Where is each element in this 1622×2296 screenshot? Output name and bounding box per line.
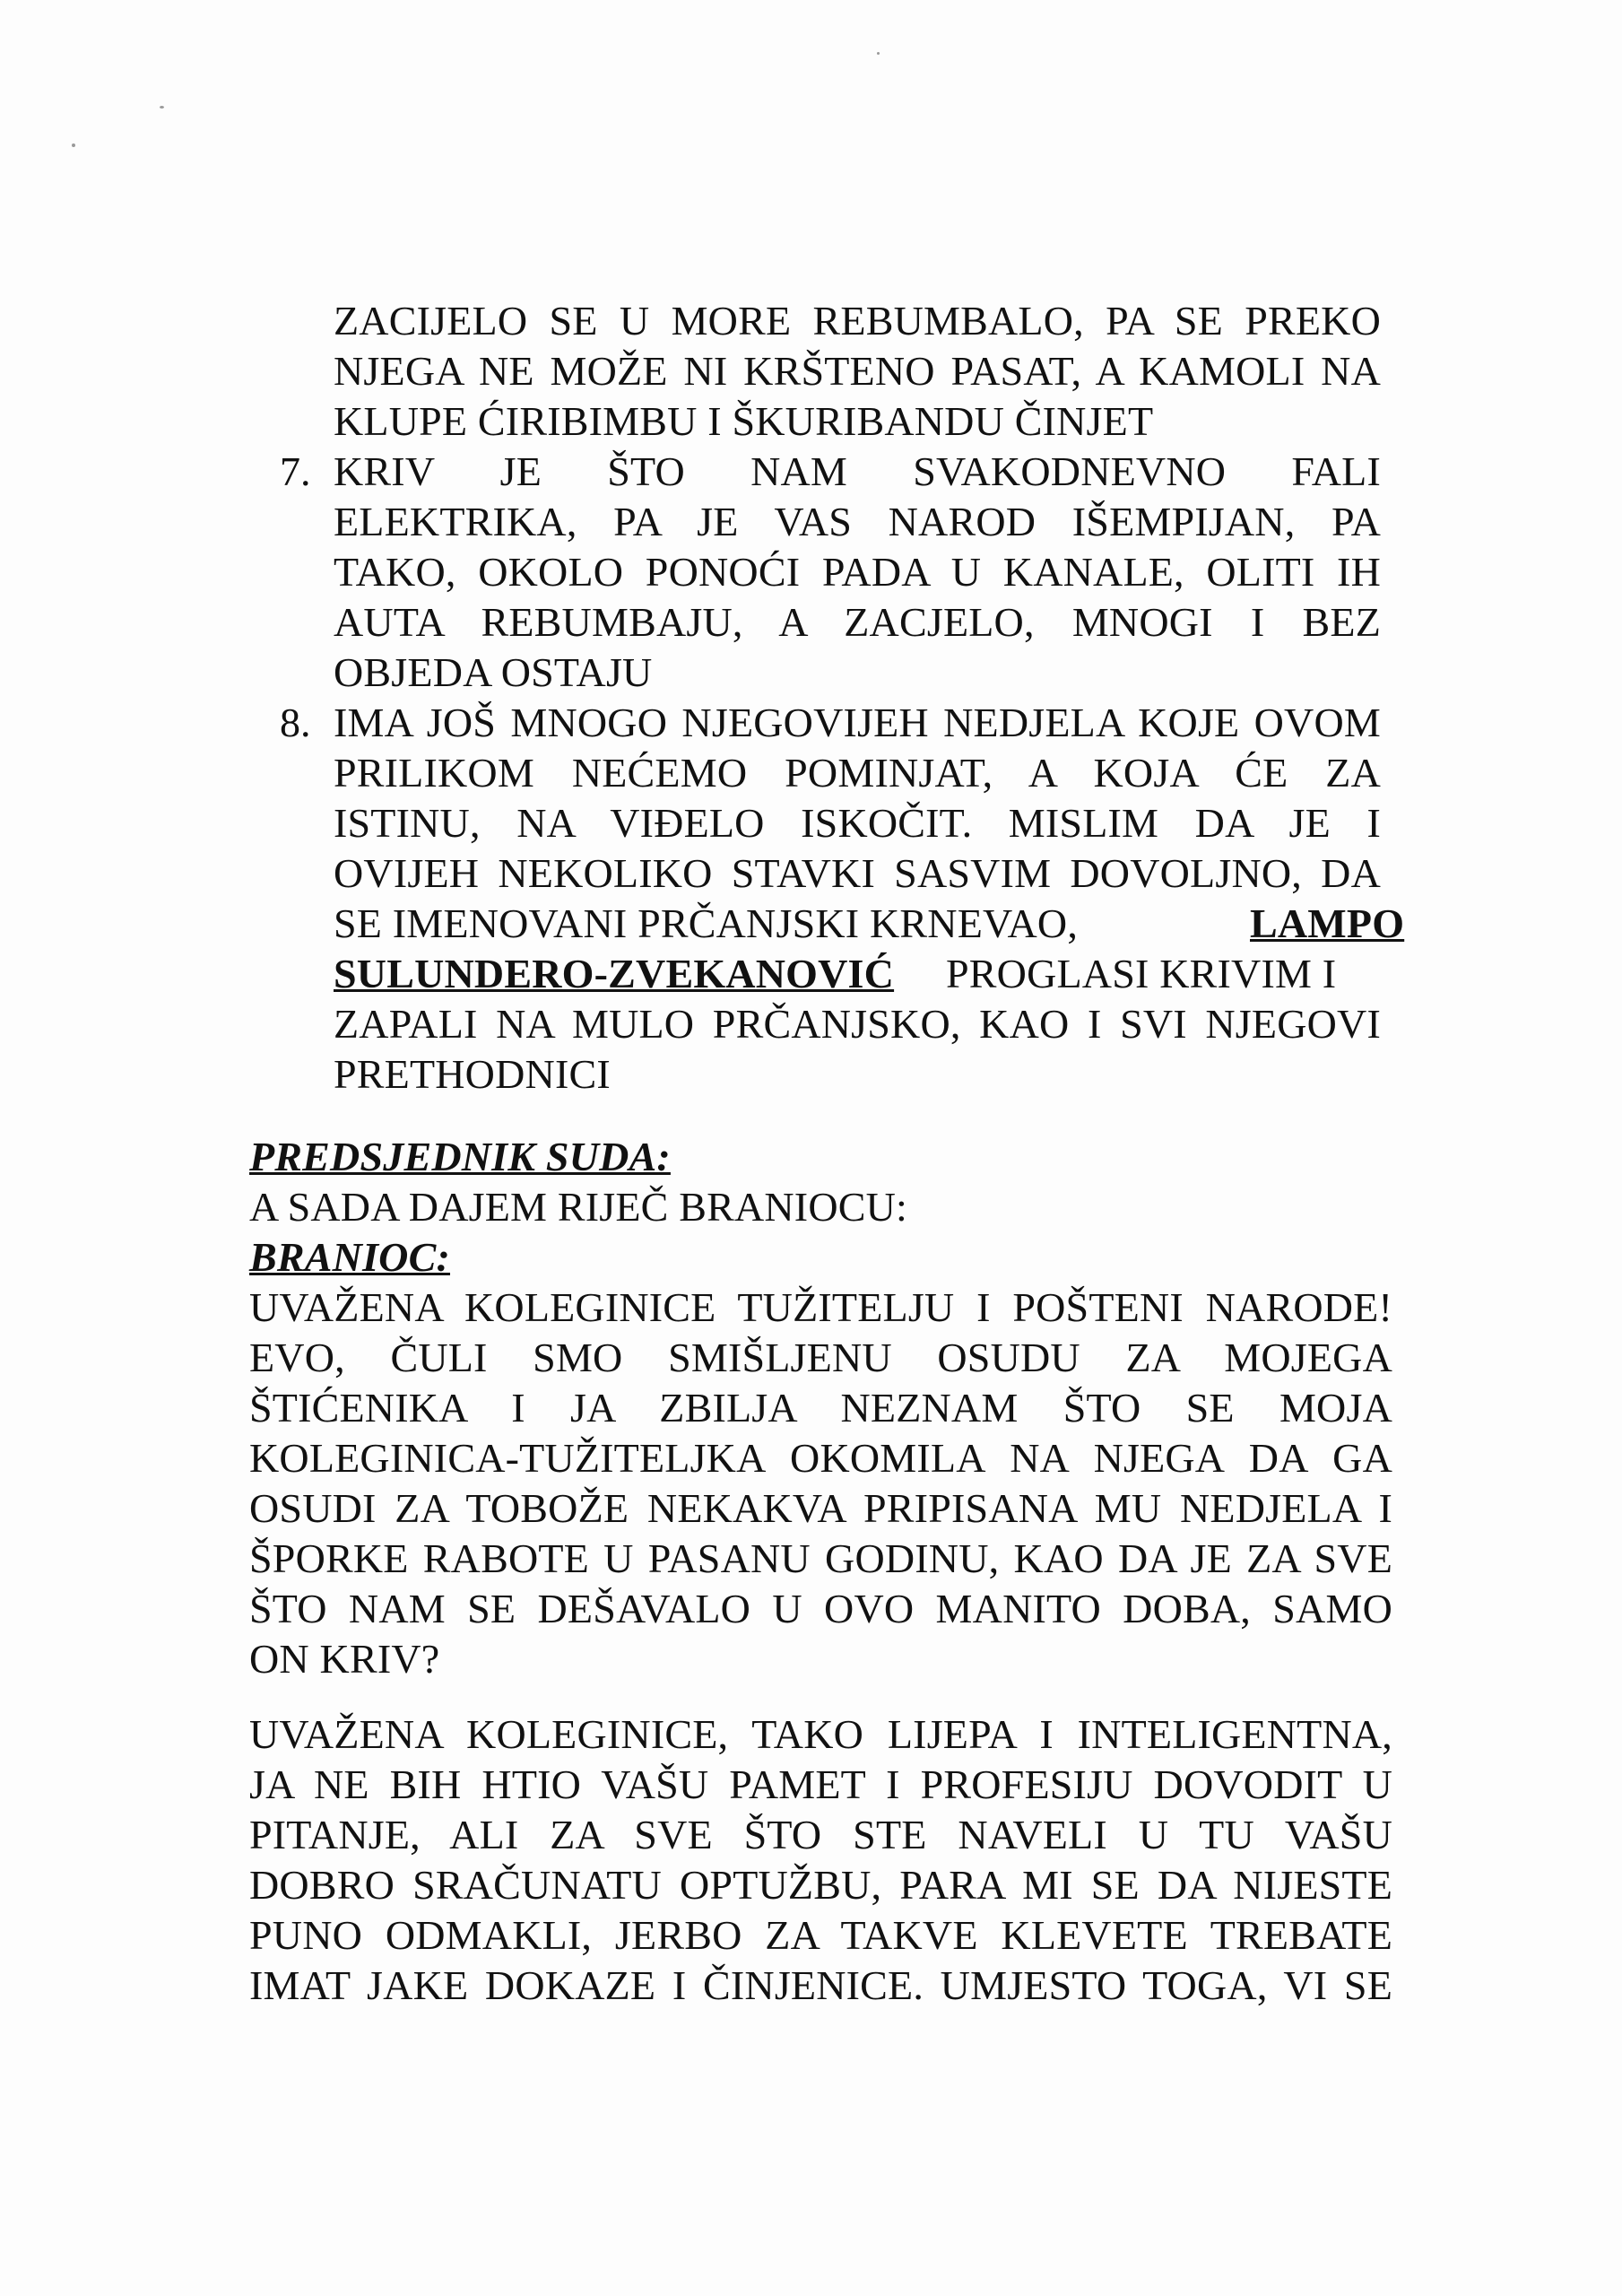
text-line: NJEGA NE MOŽE NI KRŠTENO PASAT, A KAMOLI NA: [334, 348, 1381, 394]
text-line: ŠTIĆENIKA I JA ZBILJA NEZNAM ŠTO SE MOJA: [249, 1385, 1392, 1431]
scan-speck: [72, 144, 75, 147]
text-line: UVAŽENA KOLEGINICE, TAKO LIJEPA I INTELIGENTNA,: [249, 1711, 1392, 1757]
text-line: SE IMENOVANI PRČANJSKI KRNEVAO,: [334, 900, 1079, 946]
text-line: AUTA REBUMBAJU, A ZACJELO, MNOGI I BEZ: [334, 599, 1381, 645]
text-line: PRILIKOM NEĆEMO POMINJAT, A KOJA ĆE ZA: [334, 750, 1381, 796]
text-line: ISTINU, NA VIĐELO ISKOČIT. MISLIM DA JE I: [334, 800, 1381, 846]
text-line: ELEKTRIKA, PA JE VAS NAROD IŠEMPIJAN, PA: [334, 499, 1381, 544]
text-line: PITANJE, ALI ZA SVE ŠTO STE NAVELI U TU VAŠU: [249, 1812, 1392, 1857]
text-line: ON KRIV?: [249, 1636, 440, 1682]
text-line: ŠPORKE RABOTE U PASANU GODINU, KAO DA JE ZA SVE: [249, 1535, 1392, 1581]
list-number: 8.: [280, 700, 311, 745]
text-line: KOLEGINICA-TUŽITELJKA OKOMILA NA NJEGA DA GA: [249, 1435, 1392, 1481]
scan-speck: [160, 106, 164, 109]
text-line: IMA JOŠ MNOGO NJEGOVIJEH NEDJELA KOJE OVOM: [334, 700, 1381, 745]
scan-speck: [877, 52, 880, 55]
text-line: ZACIJELO SE U MORE REBUMBALO, PA SE PREKO: [334, 298, 1381, 344]
text-line: PUNO ODMAKLI, JERBO ZA TAKVE KLEVETE TREBATE: [249, 1912, 1392, 1958]
defendant-name-last: SULUNDERO-ZVEKANOVIĆ: [334, 951, 895, 996]
speaker-heading-defender: BRANIOC:: [249, 1234, 450, 1280]
defendant-name-first: LAMPO: [1250, 900, 1405, 946]
text-line: PRETHODNICI: [334, 1051, 611, 1097]
text-line: TAKO, OKOLO PONOĆI PADA U KANALE, OLITI IH: [334, 549, 1381, 595]
text-line: PROGLASI KRIVIM I: [946, 951, 1337, 996]
text-line: JA NE BIH HTIO VAŠU PAMET I PROFESIJU DOVODIT U: [249, 1761, 1392, 1807]
text-line: KRIV JE ŠTO NAM SVAKODNEVNO FALI: [334, 448, 1381, 494]
speaker-heading-president: PREDSJEDNIK SUDA:: [249, 1134, 671, 1179]
text-line: OSUDI ZA TOBOŽE NEKAKVA PRIPISANA MU NEDJELA I: [249, 1485, 1392, 1531]
list-number: 7.: [280, 448, 311, 494]
text-line: EVO, ČULI SMO SMIŠLJENU OSUDU ZA MOJEGA: [249, 1335, 1392, 1380]
text-line: DOBRO SRAČUNATU OPTUŽBU, PARA MI SE DA NIJESTE: [249, 1862, 1392, 1908]
text-line: ŠTO NAM SE DEŠAVALO U OVO MANITO DOBA, SAMO: [249, 1586, 1392, 1631]
text-line: A SADA DAJEM RIJEČ BRANIOCU:: [249, 1184, 908, 1230]
text-line: IMAT JAKE DOKAZE I ČINJENICE. UMJESTO TOGA, VI SE: [249, 1962, 1392, 2008]
text-line: KLUPE ĆIRIBIMBU I ŠKURIBANDU ČINJET: [334, 398, 1154, 444]
text-line: OBJEDA OSTAJU: [334, 649, 653, 695]
text-line: UVAŽENA KOLEGINICE TUŽITELJU I POŠTENI NARODE!: [249, 1284, 1392, 1330]
text-line: OVIJEH NEKOLIKO STAVKI SASVIM DOVOLJNO, DA: [334, 850, 1381, 896]
text-line: ZAPALI NA MULO PRČANJSKO, KAO I SVI NJEGOVI: [334, 1001, 1381, 1047]
